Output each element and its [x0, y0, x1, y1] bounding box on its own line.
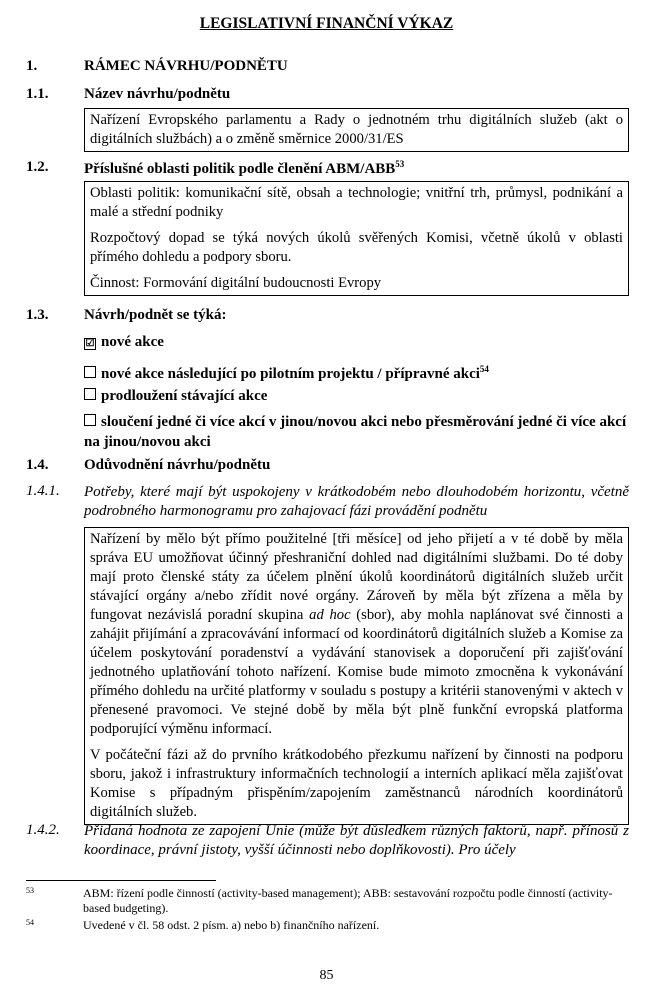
page-number: 85 — [319, 968, 334, 983]
unchecked-checkbox-icon — [84, 414, 96, 426]
section-1-1-number: 1.1. — [26, 86, 49, 102]
option-new-action — [84, 332, 629, 352]
footnote-ref-54: 54 — [479, 364, 489, 374]
proposal-title-text: Nařízení Evropského parlamentu a Rady o jednotném trhu digitálních služeb (akt o digitálních službách) a o změně směrnice 2000/31/ES — [90, 112, 623, 147]
document-title: LEGISLATIVNÍ FINANČNÍ VÝKAZ — [199, 15, 454, 32]
footnote-53-number: 53 — [26, 886, 34, 895]
footnote-54-text: Uvedené v čl. 58 odst. 2 písm. a) nebo b) finančního nařízení. — [83, 918, 380, 932]
footnote-separator — [26, 880, 216, 881]
section-1-3-heading: Návrh/podnět se týká: — [84, 307, 227, 323]
section-1-4-1-heading: Potřeby, které mají být uspokojeny v krátkodobém nebo dlouhodobém horizontu, včetně podrobného harmonogramu pro zahajovací fázi provádění podnětu — [84, 484, 629, 519]
policy-areas-para-3: Činnost: Formování digitální budoucnosti Evropy — [90, 275, 382, 291]
section-1-4-2-number: 1.4.2. — [26, 822, 60, 838]
policy-areas-para-2: Rozpočtový dopad se týká nových úkolů svěřených Komisi, včetně úkolů v oblasti přímého dohledu a podpory sboru. — [90, 230, 623, 265]
option-extension — [84, 386, 629, 406]
option-new-action-label: nové akce — [101, 334, 164, 350]
unchecked-checkbox-icon — [84, 366, 96, 378]
option-merger-label: sloučení jedné či více akcí v jinou/novou akci nebo přesměrování jedné či více akcí na jinou/novou akci — [84, 414, 627, 450]
option-pilot-project-label: nové akce následující po pilotním projektu / přípravné akci — [101, 366, 480, 382]
needs-para-1-italic: ad hoc — [309, 607, 351, 623]
section-1-2-label: Příslušné oblasti politik podle členění ABM/ABB — [84, 161, 396, 177]
policy-areas-box — [84, 181, 629, 296]
needs-para-2: V počáteční fázi až do prvního krátkodobého přezkumu nařízení by činnosti na podporu sboru, jakož i infrastruktury informačních technologií a interních aplikací měla zajišťovat Komise s případným přispěním/zapojením zaměstnanců národních koordinátorů digitálních služeb. — [90, 747, 623, 820]
section-1-heading: RÁMEC NÁVRHU/PODNĚTU — [84, 58, 288, 74]
option-pilot-project — [84, 359, 629, 384]
section-1-3-number: 1.3. — [26, 307, 49, 323]
section-1-4-1-number: 1.4.1. — [26, 483, 60, 499]
section-1-4-2-heading: Přidaná hodnota ze zapojení Unie (může být důsledkem různých faktorů, např. přínosů z koordinace, právní jistoty, vyšší účinnosti nebo doplňkovosti). Pro účely — [84, 823, 629, 858]
option-merger — [84, 412, 629, 452]
needs-para-1-a: Nařízení by mělo být přímo použitelné [tři měsíce] od jeho přijetí a v té době by měla správa EU umožňovat účinný přeshraniční dohled nad digitálními službami. Do té doby mají proto členské státy za účelem plnění úkolů koordinátorů digitálních služeb určit stávající orgány a/nebo zřídit nové orgány. Zároveň by měla být zřízena a měla by fungovat nezávislá poradní skupina — [90, 531, 623, 623]
footnote-54 — [26, 918, 629, 933]
option-extension-label: prodloužení stávající akce — [101, 388, 268, 404]
section-1-number: 1. — [26, 58, 38, 74]
proposal-title-box — [84, 108, 629, 152]
policy-areas-para-1: Oblasti politik: komunikační sítě, obsah a technologie; vnitřní trh, průmysl, podnikání a malé a střední podniky — [90, 185, 623, 220]
section-1-2-heading — [84, 159, 404, 178]
section-1-2-number: 1.2. — [26, 159, 49, 175]
needs-para-1-b: (sbor), aby mohla naplánovat své činnosti a zahájit přijímání a zpracovávání informací od koordinátorů digitálních služeb a Komise za účelem poskytování poradenství a vydávání stanovisek a doporučení při zajišťování jednotného uplatňování tohoto nařízení. Komise bude mimoto zmocněna k vykonávání přímého dohledu na určité platformy v souladu s postupy a kritérii stanovenými v aktech v přenesené pravomoci. Ve stejné době by měla být plně funkční evropská platforma podporující výměnu informací. — [90, 607, 623, 737]
footnote-53 — [26, 886, 629, 916]
footnote-ref-53: 53 — [395, 159, 405, 169]
section-1-4-heading: Odůvodnění návrhu/podnětu — [84, 457, 271, 473]
footnote-53-text: ABM: řízení podle činností (activity-based management); ABB: sestavování rozpočtu podle činností (activity-based budgeting). — [83, 886, 613, 915]
checked-checkbox-icon: ☑ — [85, 338, 95, 349]
needs-box — [84, 527, 629, 825]
unchecked-checkbox-icon — [84, 388, 96, 400]
footnote-54-number: 54 — [26, 918, 34, 927]
needs-para-1 — [90, 530, 623, 739]
section-1-1-heading: Název návrhu/podnětu — [84, 86, 231, 102]
section-1-4-number: 1.4. — [26, 457, 49, 473]
